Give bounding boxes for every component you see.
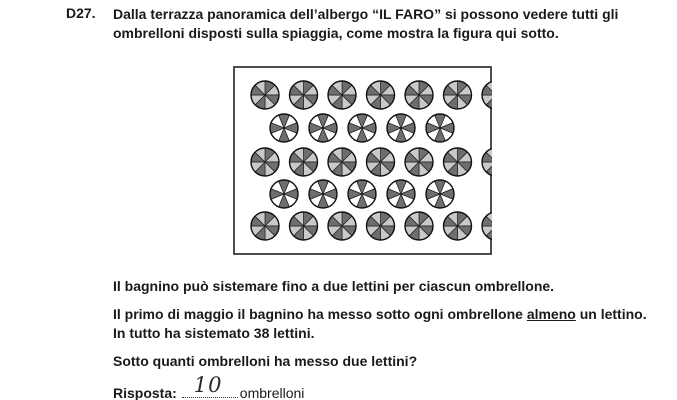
answer-blank[interactable] [182,373,238,398]
umbrella-icon [426,180,454,208]
umbrella-icon [270,180,298,208]
paragraph-capacity: Il bagnino può sistemare fino a due lettini per ciascun ombrellone. [113,278,555,294]
umbrella-icon [290,81,318,109]
answer-line [113,373,305,400]
umbrella-icon [367,212,395,240]
umbrella-icon [309,114,337,142]
umbrella-icon [328,212,356,240]
umbrella-icon [290,148,318,176]
umbrella-icon [367,81,395,109]
paragraph-setup-part2: un lettino. In tutto ha sistemato 38 lettini. [113,306,647,341]
umbrella-icon [367,148,395,176]
umbrella-icon [251,81,279,109]
umbrella-icon [328,148,356,176]
answer-unit: ombrelloni [239,385,305,400]
question-number: D27. [66,5,96,21]
umbrella-icon [270,114,298,142]
umbrella-icon [328,81,356,109]
umbrella-icon [444,81,472,109]
umbrella-icon [387,114,415,142]
umbrella-icon [290,212,318,240]
question-intro: Dalla terrazza panoramica dell’albergo “IL FARO” si possono vedere tutti gli ombrelloni disposti sulla spiaggia, come mostra la figura qui sotto. [113,6,619,41]
umbrella-icon [387,180,415,208]
umbrella-icon [309,180,337,208]
umbrella-icon [348,114,376,142]
paragraph-setup [113,305,653,343]
umbrella-icon [251,212,279,240]
paragraph-setup-part1: Il primo di maggio il bagnino ha messo sotto ogni ombrellone [113,306,527,322]
umbrella-icon [348,180,376,208]
umbrella-figure [233,66,492,255]
umbrella-icon [405,212,433,240]
question-prompt: Sotto quanti ombrelloni ha messo due lettini? [113,353,418,369]
handwritten-answer: 10 [193,373,223,397]
umbrella-icon [426,114,454,142]
underlined-word: almeno [526,306,576,322]
umbrella-icon [405,148,433,176]
umbrella-icon [405,81,433,109]
umbrella-icon [444,212,472,240]
answer-label: Risposta: [113,385,177,400]
umbrella-icon [251,148,279,176]
umbrella-icon [444,148,472,176]
